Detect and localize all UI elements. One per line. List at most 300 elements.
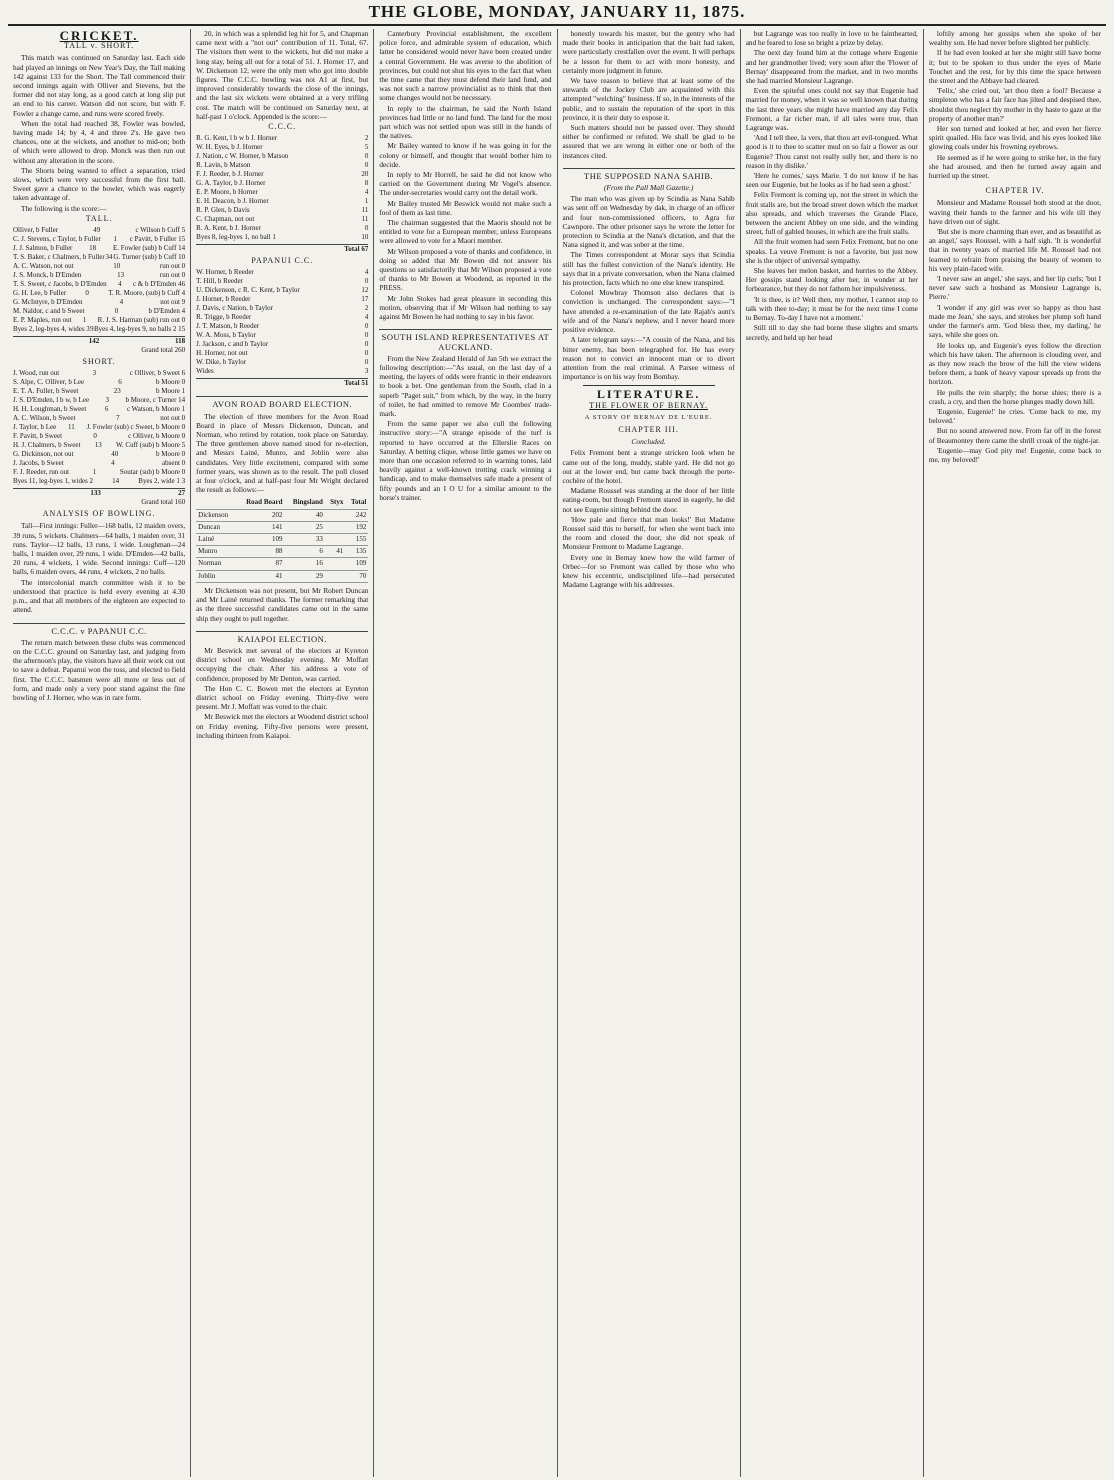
score-cell: 1 [364,197,369,206]
article-paragraph: This match was continued on Saturday last. Each side had played an innings on New Year's Day, the Tall making 142 against 133 for the Short. The Tall commenced their second innings again with Olliver and Stevens, but the former did not stay long, as a good catch at long slip put an end to his career. Watson did not score, but with F. Fowler a change came, and runs were scored freely. [13,53,186,118]
score-cell: 8 [364,179,369,188]
score-cell: T. S. Sweet, c Jacobs, b D'Emden [13,280,107,289]
article-paragraph: Mr John Stokes had great pleasure in seconding this motion, observing that if Mr Wilson had nothing to say against Mr Bowen he had nothing to say in his favor. [379,293,552,322]
article-paragraph: Madame Roussel was standing at the door of her little eating-room, but though Fremont stared in eagerly, he did not see Eugenie sitting behind the door. [562,486,735,514]
table-header-cell: Road Board [237,497,285,509]
score-cell: C. J. Stevens, c Taylor, b Fuller [13,235,101,244]
table-header-cell [196,497,236,509]
score-cell: R. Trigge, b Reeder [196,313,252,322]
article-paragraph: From the New Zealand Herald of Jan 5th we extract the following description:—"As usual, on the last day of a meeting, the layers of odds were frantic in their endeavors to book a bet. One gentleman from the South, clad in a superb "Paget suit," from which, by the way, in the hurry of toilet, he had omitted to remove Mr Coombes' trade-mark. [379,353,552,418]
table-cell: Dickenson [196,509,236,521]
article-paragraph: The Hon C. C. Bowen met the electors at Eyreton district school on Friday evening. Thirty-five were present. Mr J. Moffatt was voted to the chair. [196,683,369,712]
score-cell: Wides [196,367,214,376]
table-header-row [196,497,368,509]
table-row [196,570,368,582]
table-row [196,558,368,570]
divider [583,385,715,386]
score-total: Total 67 [196,244,368,254]
score-row [13,477,185,486]
score-cell: 11 [361,206,369,215]
article-paragraph: All the fruit women had seen Felix Fremont, but no one speaks. La veuve Fremont is not a favorite, but just now she is the object of universal sympathy. [745,237,918,265]
table-header-cell: Total [345,497,368,509]
article-paragraph: Felix Fremont bent a strange stricken look when he came out of the long, muddy, stable yard. He did not go out at the lower end, but came back through the porte-cochère of the hotel. [562,448,735,485]
score-total: 142 118 [13,336,185,346]
article-paragraph: The return match between these clubs was commenced on the C.C.C. ground on Saturday last, and judging from the afternoon's play, the visitors have all their work cut out to save a defeat. Papanui won the toss, and elected to field first. The C.C.C. batsmen were all more or less out of form, and made only a very poor stand against the fine bowling of J. Horner, who was in rare form. [13,637,186,702]
table-header-cell: Styx [325,497,345,509]
article-paragraph: 'How pale and fierce that man looks!' But Madame Roussel said this to herself, for when she went back into the room and closed the door, she did not speak of Monsieur Fremont to Madame Lagrange. [562,514,735,552]
score-row [196,188,368,197]
article-paragraph: The Shorts being wanted to effect a separation, tried slows, which were very successful from the first ball. Sweet gave a chance to the bowler, which was eagerly taken advantage of. [13,165,186,203]
score-cell: J. Wood, run out [13,369,60,378]
score-cell: 0 [364,358,369,367]
score-cell: W. Cuff (sub) b Moore 5 [115,441,186,450]
score-row [13,441,185,450]
article-paragraph: Colonel Mowbray Thomson also declares that is conviction is unchanged. The correspondent says:—"I have attended a re-examination of the late Rajah's aunt's wife and of the Nana's nephew, and I never heard more positive evidence. [562,288,735,335]
article-paragraph: The Times correspondent at Morar says that Scindia still has the fullest conviction of the Nana's identity. He says that in a private conversation, when the Nana claimed his protection, facts which no one else knew transpired. [562,250,735,288]
score-cell: c Watson, b Moore 1 [126,405,186,414]
score-row [196,134,368,143]
score-row [196,170,368,179]
article-paragraph: When the total had reached 38, Fowler was bowled, having made 14; by 4, 4 and three 2's. He gave two chances, one at the wickets, and another to mid-on; both of which were allowed to drop. Monck was then run out without any alteration in the score. [13,118,186,165]
article-paragraph: If he had even looked at her she might still have borne it; but to be spoken to thus under the eyes of Marie Touchet and the rest, for by this time the space between the street and the Abbaye had cleared. [928,48,1102,86]
article-paragraph: He looks up, and Eugenie's eyes follow the direction which his have taken. The afternoon is clouding over, and as they now reach the brow of the hill the view widens before them, a bank of heavy vapour spreads up from the horizon. [928,340,1102,387]
score-cell: R. P. Glen, b Davis [196,206,250,215]
score-cell: C. Chapman, not out [196,215,255,224]
score-cell: Byes 11, leg-byes 1, wides 2 [13,477,94,486]
score-cell: 17 [361,295,369,304]
score-total: Total 51 [196,378,368,388]
score-cell: F. J. Reeder, run out [13,468,70,477]
papanui-scorecard [196,268,368,376]
article-paragraph: 'It is thee, is it? Well then, my mother, I cannot stop to talk with thee to-day; it must be for the next time I come to Bernay. To-day I have not a moment.' [745,294,918,323]
score-cell: T. Hill, b Reeder [196,277,243,286]
score-cell: Soutar (sub) b Moore 0 [119,468,186,477]
avon-heading: AVON ROAD BOARD ELECTION. [196,396,368,409]
article-paragraph: The next day found him at the cottage where Eugenie and her grandmother lived; very soon after the 'Flower of Bernay' disappeared from the market, and in two months she had married Monsieur Lagrange. [745,48,918,86]
table-row [196,534,368,546]
score-cell: 2 [364,304,369,313]
nana-sahib-heading: THE SUPPOSED NANA SAHIB. [563,168,735,181]
score-row [196,161,368,170]
score-cell: run out 0 [159,271,186,280]
score-row [13,459,185,468]
article-paragraph: loftily among her gossips when she spoke of her wealthy son. He had never before slighted her publicly. [928,29,1102,48]
score-cell: 0 [85,289,89,298]
table-row [196,546,368,558]
column-2 [191,29,374,1477]
score-row [13,369,185,378]
article-paragraph: Such matters should not be passed over. They should either be confirmed or refuted. We shall be glad to be assured that we are wrong in either one or both of the instances cited. [562,123,735,160]
score-cell: W. Dike, b Taylor [196,358,247,367]
table-cell: 202 [237,509,285,521]
south-island-heading: SOUTH ISLAND REPRESENTATIVES AT AUCKLAND. [379,329,551,351]
ccc-total-row [196,244,368,254]
score-cell: J. S. Monck, b D'Emden [13,271,82,280]
article-paragraph: He seemed as if he were going to strike her, in the fury she had aroused, and then he turned away again and hurried up the street. [928,152,1102,181]
article-paragraph: Mr Beswick met several of the electors at Kyreton district school on Wednesday evening. Mr Moffatt occupying the chair. After his address a vote of confidence, proposed by Mr Denton, was carried. [196,645,369,683]
papanui-total-row [196,378,368,388]
article-paragraph: We have reason to believe that at least some of the stewards of the Jockey Club are acquainted with this attempted "welching" business. If so, in the interests of the public, and to sustain the reputation of the sport in this province, it is their duty to expose it. [562,76,735,122]
score-cell: 1 [92,468,97,477]
table-cell [325,558,345,570]
score-cell: 13 [117,271,125,280]
score-cell: Byes 2, wide 1 3 [138,477,186,486]
score-row [196,349,368,358]
tall-label: TALL. [85,213,113,223]
tall-scorecard [13,226,185,334]
article-paragraph: He pulls the rein sharply; the horse shies; there is a crash, a cry, and then the horse plunges madly down hill. [928,387,1102,406]
article-paragraph: Her son turned and looked at her, and even her fierce spirit quailed. His face was livid, and his eyes looked like glowing coals under his frowning eyebrows. [928,124,1102,152]
score-cell: E. P. Maples, run out [13,316,72,325]
article-paragraph: Mr Bailey wanted to know if he was going in for the colony or himself, and thought that would bother him to decide. [379,141,552,169]
score-cell: 4 [364,268,369,277]
score-row [13,244,185,253]
score-cell: T. R. Moore, (sub) b Cuff 4 [108,289,186,298]
score-intro: The following is the score:— [21,203,107,213]
short-label: SHORT. [82,357,116,367]
tall-totals [13,336,185,355]
score-cell: 13 [94,441,102,450]
column-3 [374,29,557,1477]
score-cell: 40 [111,450,119,459]
article-paragraph: honestly towards his master, but the gentry who had made their books in anticipation that the bait had taken, were particularly crestfallen over the event. It will perhaps be a lesson for them to act with more honesty, and certainly more judgment in future. [562,29,735,75]
score-cell: 4 [119,298,124,307]
score-cell: E. H. Deacon, b J. Horner [196,197,269,206]
score-row [13,298,185,307]
score-cell: H. Horner, not out [196,349,248,358]
score-row [13,405,185,414]
score-row [13,316,185,325]
match-title: TALL v. SHORT. [64,41,135,51]
table-cell: 41 [325,546,345,558]
article-paragraph: 'I never saw an angel,' she says, and her lip curls; 'but I never saw such a husband as Monsieur Lagrange is, Pierre.' [928,274,1102,302]
score-cell: 0 [364,340,369,349]
score-cell: G. H. Lee, b Fuller [13,289,67,298]
concluded-note: Concluded. [631,437,666,447]
ccc-scorecard [196,134,368,242]
score-cell: 18 [89,244,97,253]
article-paragraph: 'I wonder if any girl was ever so happy as thou hast made me Jean,' she says, and strokes her plump soft hand under the farmer's arm. 'God bless thee, my darling,' he says, while she goes on. [928,302,1102,340]
score-cell: Byes 8, leg-byes 1, no ball 1 [196,233,276,242]
score-row [196,215,368,224]
score-row [13,396,185,405]
table-cell: 33 [285,534,325,546]
score-cell: 11 [68,423,75,432]
score-cell: J. J. Salmon, b Fuller [13,244,73,253]
score-row [196,367,368,376]
score-cell: absent 0 [162,459,186,468]
score-cell: 23 [113,387,121,396]
score-cell: J. Jacobs, b Sweet [13,459,64,468]
score-cell: 3 [364,367,369,376]
score-row [196,358,368,367]
grand-total: Grand total 260 [141,346,186,355]
literature-heading: LITERATURE. [596,387,701,402]
table-cell: 25 [285,521,325,533]
score-row [196,304,368,313]
table-cell: Joblin [196,570,236,582]
score-cell: R. G. Kent, l b w b J. Horner [196,134,278,143]
article-paragraph: Felix Fremont is coming up, not the street in which the fruit stalls are, but the broad street down which the market also spreads, and which traverses the Grande Place, between the ancient Abbey on one side, and the winding street, full of gabled houses, in which are the fruit stalls. [745,190,918,237]
score-cell: Olliver, b Fuller [13,226,59,235]
article-paragraph: 20, in which was a splendid leg hit for 5, and Chapman came next with a "not out" contribution of 11. Total, 67. The visitors then went to the wickets, but did not make a long stay, being all out for a total of 51. J. Horner 17, and W. Dickenson 12, were the only men who got into double figures. The C.C.C. bowling was not A1 at first, but improved considerably towards the close of the innings, and the last six wickets were obtained at a very trifling cost. The match will be continued on Saturday next, at half-past 1 o'clock. Appended is the score:— [196,29,369,121]
analysis-text: Tall—First innings: Fuller—168 balls, 12 maiden overs, 39 runs, 5 wickets. Chalmers—64 balls, 1 maiden over, 31 runs. Taylor—12 balls, 13 runs, 1 wide. Loughman—24 balls, 1 maiden over, 29 runs, 1 wide. D'Emden—42 balls, 20 runs, 4 wickets, 1 wide. Second innings: Cuff—120 balls, 6 maiden overs, 44 runs, 4 wickets, 2 no balls. [13,521,186,577]
score-row [13,387,185,396]
score-cell: 10 [361,233,369,242]
score-row [13,414,185,423]
score-row [13,289,185,298]
score-row [196,322,368,331]
article-paragraph: In reply to Mr Horrell, he said he did not know who carried on the Government during Mr Vogel's absence. The under-secretaries would carry out the detail work. [379,170,552,198]
score-row [13,262,185,271]
score-cell: 0 [114,307,119,316]
score-cell: 6 [118,378,122,387]
article-paragraph: Mr Bailey trusted Mr Beswick would not make such a fool of them as last time. [379,198,552,217]
table-cell [325,534,345,546]
score-cell: U. Dickenson, c R. C. Kent, b Taylor [196,286,300,295]
score-cell: E. P. Moore, b Horner [196,188,258,197]
column-5 [741,29,924,1477]
score-row [13,468,185,477]
score-cell: T. S. Baker, c Chalmers, b Fuller [13,253,105,262]
score-row [13,271,185,280]
score-cell: 6 [104,405,109,414]
chapter-heading: CHAPTER III. [618,424,679,434]
score-cell: c Wilson b Cuff 5 [135,226,186,235]
article-paragraph: The chairman suggested that the Maoris should not be entitled to vote for a European member, unless Europeans were allowed to vote for a Maori member. [379,218,552,246]
score-row [13,253,185,262]
score-cell: R. Lavin, b Matson [196,161,251,170]
score-cell: G. McIntyre, b D'Emden [13,298,83,307]
article-paragraph: Mr Beswick met the electors at Woodend district school on Friday evening. Fifty-five persons were present, including thirteen from Kaiapoi. [196,712,369,740]
columns [8,29,1106,1477]
score-row [13,235,185,244]
score-cell: G. A. Taylor, b J. Horner [196,179,266,188]
table-cell: Munro [196,546,236,558]
score-cell: 4 [118,280,122,289]
table-cell: 155 [345,534,368,546]
score-total: 133 27 [13,488,185,498]
score-cell: 2 [364,134,369,143]
score-cell: 10 [113,262,121,271]
score-cell: J. Nation, c W. Horner, b Matson [196,152,289,161]
article-paragraph: 'Eugenie, Eugenie!' he cries. 'Come back to me, my beloved.' [928,406,1102,426]
article-paragraph: From the same paper we also cull the following instructive story:—"A strange episode of the turf is reported to have occurred at the Ellerslie Races on Saturday. A betting clique, whose little games we have on more than one occasion referred to in warning tones, laid heavily against a well-known trotting crack winning a handicap, and to make themselves safe made a present of fifty pounds and an I O U for a similar amount to the horse's trainer. [379,419,552,502]
score-cell: c Olliver, b Moore 0 [128,432,186,441]
score-row [196,331,368,340]
score-row [196,152,368,161]
article-paragraph: Monsieur and Madame Roussel both stood at the door, waving their hands to the farmer and his wife till they have driven out of sight. [928,198,1102,226]
score-cell: 0 [364,349,369,358]
article-paragraph: 'Felix,' she cried out, 'art thou then a fool? Because a simpleton who has a fair face has jilted and despised thee, shouldst thou neglect thy mother in thy haste to gaze at the property of another man?' [928,86,1102,123]
article-paragraph: She leaves her melon basket, and hurries to the Abbey. Her gossips stand looking after her, in wonder at her forbearance, but they do not fathom her impulsiveness. [745,266,918,294]
article-paragraph: The man who was given up by Scindia as Nana Sahib was sent off on Wednesday by dak, in charge of an officer and four non-commissioned officers, to Agra for Cawnpore. The other prisoner says he wrote the letter for protection to Scindia at the Nana's dictation, and that the Nana signed it, and was sober at the time. [562,194,735,250]
table-cell: 88 [237,546,285,558]
score-cell: G. Dickinson, not out [13,450,74,459]
short-scorecard [13,369,185,486]
score-row [13,432,185,441]
score-cell: 3 [92,369,97,378]
chapter-heading: CHAPTER IV. [985,186,1045,196]
score-row [13,226,185,235]
score-cell: J. Davis, c Nation, b Taylor [196,304,273,313]
source-line: (From the Pall Mall Gazette.) [603,183,694,193]
score-cell: b Moore, c Turner 14 [125,396,186,405]
table-header-cell: Bingsland [285,497,325,509]
score-cell: 0 [364,277,369,286]
grand-total: Grand total 160 [141,498,186,507]
article-paragraph: 'And I tell thee, la vers, that thou art evil-tongued. What good is it to thee to scatter mud on so fair a flower as our Eugenie? Thou canst not really sully her, and there is no reason in thy dislike.' [745,133,918,170]
score-cell: b D'Emden 4 [148,307,186,316]
story-subtitle: A STORY OF BERNAY DE L'EURE. [584,413,713,421]
score-cell: E. T. A. Fuller, b Sweet [13,387,79,396]
table-cell: 109 [237,534,285,546]
score-cell: W. H. Eyes, b J. Horner [196,143,263,152]
score-cell: E. Fowler (sub) b Cuff 14 [112,244,186,253]
cricket-heading: CRICKET. [59,29,139,43]
table-cell: 29 [285,570,325,582]
table-cell: 70 [345,570,368,582]
table-row [196,521,368,533]
score-cell: A. C. Watson, not out [13,262,74,271]
score-row [13,378,185,387]
article-paragraph: Canterbury Provincial establishment, the excellent police force, and admirable system of education, which latter he considered would never have been created under a central Government. He was averse to the abolition of provinces, but could not shut his eyes to the fact that when the time came that they must defend their land fund, and was not such a narrow provincialist as to think that then some changes would not be necessary. [379,29,552,103]
score-cell: b Moore 0 [155,378,186,387]
score-row [196,224,368,233]
score-cell: 4 [364,313,369,322]
score-cell: 20 [361,170,369,179]
score-cell: 3 [105,396,109,405]
table-cell: 242 [345,509,368,521]
score-cell: 5 [364,143,369,152]
score-cell: 14 [112,477,120,486]
score-cell: run out 0 [159,262,186,271]
score-row [196,340,368,349]
score-cell: 4 [364,188,369,197]
score-row [196,206,368,215]
score-cell: W. A. Moss, b Taylor [196,331,256,340]
table-cell: 87 [237,558,285,570]
article-paragraph: But no sound answered now. From far off in the forest of Beaumontey there came the shrill croak of the night-jar. [928,426,1102,445]
column-1 [8,29,191,1477]
election-results-table [196,497,368,582]
article-paragraph: The election of three members for the Avon Road Board in place of Messrs Dickenson, Duncan, and Norman, who retired by rotation, took place on Saturday. The three gentlemen above named stood for re-election, and Messrs Lainé, Munro, and Joblin were also candidates. Very little excitement, compared with some former years, was shown as to the result. The poll closed at four o'clock, and at half-past four Mr Wright declared the result as follows:— [196,411,369,495]
score-cell: b Moore 0 [155,450,186,459]
score-cell: J. Fowler (sub) c Sweet, b Moore 0 [86,423,186,432]
score-cell: J. S. D'Emden, l b w, b Lee [13,396,90,405]
kaiapoi-heading: KAIAPOI ELECTION. [196,631,368,644]
table-cell: Norman [196,558,236,570]
score-row [13,325,185,334]
score-cell: 12 [361,286,369,295]
article-paragraph: Mr Dickenson was not present, but Mr Robert Duncan and Mr Lainé returned thanks. The former remarking that as the three successful candidates came out in the same ship they ought to pull together. [196,585,369,623]
score-cell: J. Taylor, b Lee [13,423,57,432]
article-paragraph: In reply to the chairman, he said the North Island provinces had little or no land fund. The land for the most part which was not settled upon was still in the hands of the natives. [379,103,552,141]
score-cell: F. Pavitt, b Sweet [13,432,63,441]
score-cell: G. Turner (sub) b Cuff 10 [113,253,186,262]
score-cell: b Moore 1 [156,387,186,396]
score-row [196,143,368,152]
column-4 [558,29,741,1477]
score-cell: 0 [364,331,369,340]
score-cell: 0 [93,432,97,441]
score-row [196,277,368,286]
table-cell: 6 [285,546,325,558]
score-row [13,423,185,432]
score-cell: not out 0 [160,414,186,423]
papanui-label: PAPANUI C.C. [251,256,314,266]
column-6 [924,29,1106,1477]
table-row [196,509,368,521]
table-cell [325,521,345,533]
score-cell: 0 [364,161,369,170]
score-cell: Byes 4, leg-byes 9, no balls 2 15 [93,325,186,334]
score-cell: F. J. Reeder, b J. Horner [196,170,264,179]
score-row [196,233,368,242]
score-cell: S. Alpe, C. Olliver, b Lee [13,378,85,387]
score-cell: M. Naldor, c and b Sweet [13,307,85,316]
score-cell: 49 [93,226,101,235]
ccc-label: C.C.C. [268,122,297,132]
score-cell: J. Horner, b Reeder [196,295,251,304]
article-paragraph: 'Here he comes,' says Marie. 'I do not know if he has seen our Eugenie, but he looks as if he had seen a ghost.' [745,171,918,190]
score-cell: 1 [82,316,87,325]
table-cell: 192 [345,521,368,533]
score-row [13,450,185,459]
notice-text: The intercolonial match committee wish it to be understood that practice is held every evening at 4.30 p.m., and that all members of the eighteen are expected to attend. [13,577,186,615]
table-cell: 109 [345,558,368,570]
score-cell: R. A. Kent, b J. Horner [196,224,261,233]
short-totals [13,488,185,507]
score-cell: 9 [90,325,94,334]
article-paragraph: Mr Wilson proposed a vote of thanks and confidence, in doing so added that Mr Bowen did not answer his questions so satisfactorily that Mr Wilson proposed a vote of thanks to Mr Bowen at Woodend, as reported in the PRESS. [379,246,552,293]
table-cell: 141 [237,521,285,533]
table-cell: 40 [285,509,325,521]
score-cell: H. H. Loughman, b Sweet [13,405,87,414]
article-paragraph: but Lagrange was too really in love to be fainthearted, and he feared to lose so bright a prize by delay. [745,29,918,48]
article-paragraph: A later telegram says:—"A cousin of the Nana, and his bitter enemy, has been telegraphed for. He has every reason not to convict an innocent man or to divert attention from the real criminal. A Parsee witness of importance is on his way from Bombay. [562,335,735,382]
score-row [196,313,368,322]
score-cell: R. J. S. Harman (sub) run out 0 [97,316,186,325]
story-title: THE FLOWER OF BERNAY. [589,400,708,410]
score-cell: H. J. Chalmers, b Sweet [13,441,81,450]
table-cell: 135 [345,546,368,558]
table-cell [325,570,345,582]
score-cell: c Olliver, b Sweet 6 [129,369,186,378]
score-row [13,280,185,289]
score-row [196,286,368,295]
table-cell: Lainé [196,534,236,546]
masthead: THE GLOBE, MONDAY, JANUARY 11, 1875. [8,0,1106,26]
score-row [196,197,368,206]
table-cell: 16 [285,558,325,570]
score-cell: c & b D'Emden 46 [132,280,186,289]
score-cell: 0 [364,224,369,233]
table-cell [325,509,345,521]
score-row [196,295,368,304]
score-row [13,307,185,316]
table-cell: Duncan [196,521,236,533]
article-paragraph: Still till to day she had borne these slights and smarts secretly, and held up her head [745,323,918,342]
score-cell: J. Jackson, c and b Taylor [196,340,269,349]
article-paragraph: 'Eugenie—may God pity me! Eugenie, come back to me, my beloved!' [928,445,1102,464]
score-cell: 1 [113,235,117,244]
score-cell: 4 [111,459,115,468]
score-cell: W. Horner, b Reeder [196,268,254,277]
score-cell: 7 [116,414,120,423]
score-cell: c Pavitt, b Fuller 15 [129,235,186,244]
score-row [196,179,368,188]
